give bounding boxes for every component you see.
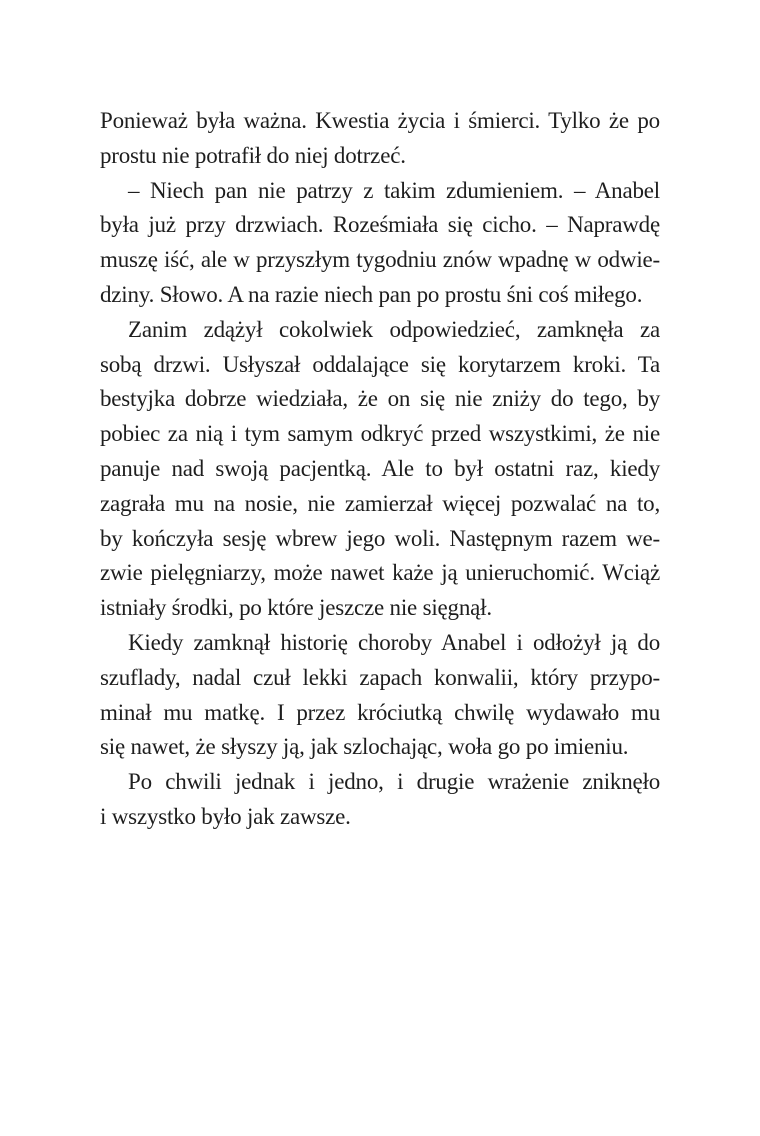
paragraph: [100, 104, 660, 174]
text-line: istniały środki, po które jeszcze nie sięgnął.: [100, 595, 492, 621]
page-text: [100, 104, 660, 835]
text-line: się nawet, że słyszy ją, jak szlochając, woła go po imieniu.: [100, 734, 629, 760]
paragraph: [100, 626, 660, 765]
text-line: – Niech pan nie patrzy z takim zdumieniem. – Anabel: [128, 177, 660, 203]
text-line: bestyjka dobrze wiedziała, że on się nie zniży do tego, by: [100, 386, 660, 412]
text-line: Zanim zdążył cokolwiek odpowiedzieć, zamknęła za: [128, 316, 660, 342]
text-line: pobiec za nią i tym samym odkryć przed wszystkimi, że nie: [100, 421, 660, 447]
text-line: by kończyła sesję wbrew jego woli. Następnym razem we-: [100, 525, 660, 551]
text-line: zagrała mu na nosie, nie zamierzał więcej pozwalać na to,: [100, 490, 660, 516]
paragraph: [100, 174, 660, 313]
text-line: Ponieważ była ważna. Kwestia życia i śmierci. Tylko że po: [100, 108, 660, 133]
text-line: muszę iść, ale w przyszłym tygodniu znów wpadnę w odwie-: [100, 247, 660, 273]
paragraph: [100, 765, 660, 835]
paragraph: [100, 313, 660, 626]
text-line: prostu nie potrafił do niej dotrzeć.: [100, 142, 406, 168]
text-line: zwie pielęgniarzy, może nawet każe ją unieruchomić. Wciąż: [100, 560, 660, 586]
text-line: minał mu matkę. I przez króciutką chwilę wydawało mu: [100, 699, 660, 725]
text-line: Po chwili jednak i jedno, i drugie wrażenie zniknęło: [128, 769, 660, 795]
text-line: była już przy drzwiach. Roześmiała się cicho. – Naprawdę: [100, 212, 660, 238]
text-line: szuflady, nadal czuł lekki zapach konwalii, który przypo-: [100, 664, 660, 690]
text-line: panuje nad swoją pacjentką. Ale to był ostatni raz, kiedy: [100, 455, 660, 481]
text-line: Kiedy zamknął historię choroby Anabel i odłożył ją do: [128, 629, 660, 655]
text-line: sobą drzwi. Usłyszał oddalające się korytarzem kroki. Ta: [100, 351, 660, 377]
text-line: i wszystko było jak zawsze.: [100, 803, 351, 829]
text-line: dziny. Słowo. A na razie niech pan po prostu śni coś miłego.: [100, 281, 643, 307]
